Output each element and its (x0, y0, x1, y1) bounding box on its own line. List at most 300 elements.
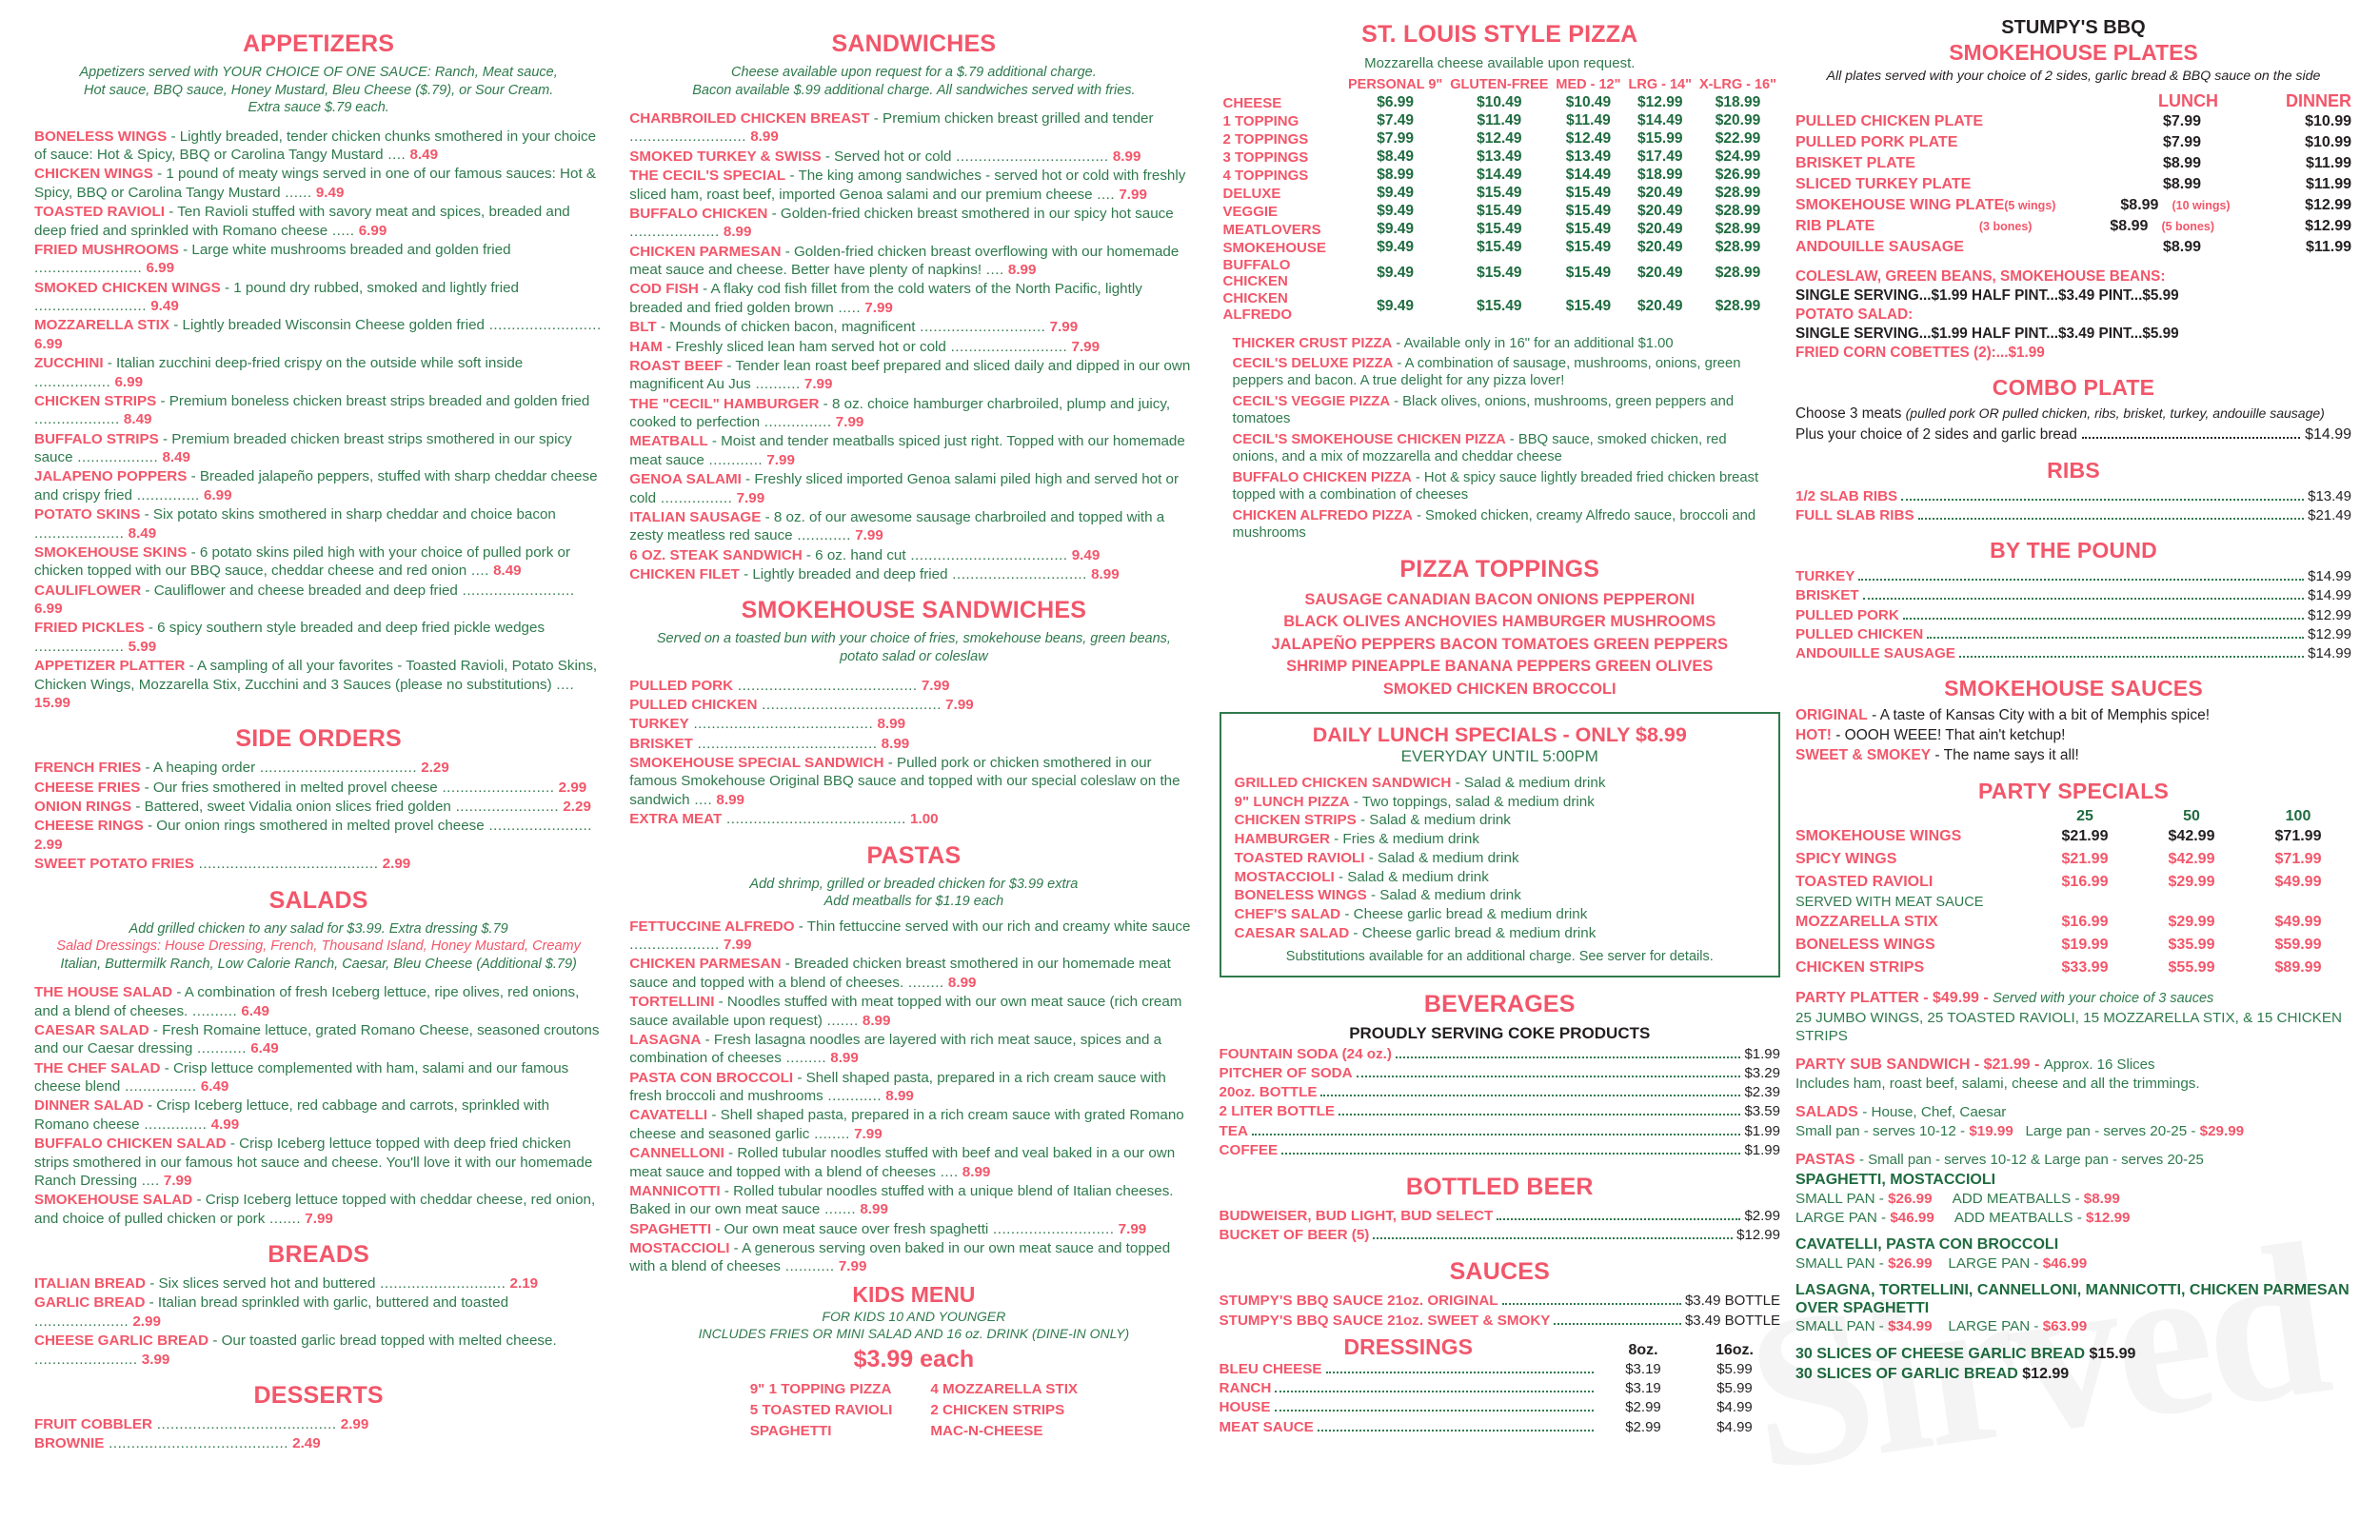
leader-dots: ........................... (988, 1220, 1115, 1237)
lunch-special-item (1235, 793, 1765, 812)
pizza-row (1220, 203, 1780, 221)
pizza-price-cell: $28.99 (1715, 239, 1761, 255)
menu-item (629, 677, 1198, 695)
sandwiches-note-1: Cheese available upon request for a $.79 additional charge. (731, 65, 1097, 80)
dressing-name: MEAT SAUCE (1219, 1418, 1314, 1435)
party-bread-2-label: 30 SLICES OF GARLIC BREAD (1795, 1366, 2018, 1383)
leader-dots: ............ (792, 527, 851, 544)
menu-item-description: - 6 oz. hand cut (802, 546, 906, 563)
pastas-note-2: Add meatballs for $1.19 each (823, 894, 1004, 910)
menu-item-description: - Italian zucchini deep-fried crispy on the outside while soft inside (103, 355, 524, 372)
toppings-line: SAUSAGE CANADIAN BACON ONIONS PEPPERONI (1304, 590, 1696, 608)
price-line-price: $12.99 (2308, 625, 2351, 642)
plate-lunch-price: $8.99 (2162, 239, 2201, 256)
price-line-name: STUMPY'S BBQ SAUCE 21oz. SWEET & SMOKY (1219, 1312, 1551, 1329)
pizza-price-cell: $18.99 (1715, 94, 1761, 110)
menu-item-description: - A sampling of all your favorites - Toasted Ravioli, Potato Skins, Chicken Wings, Mozzarella Stix, Zucchini and 3 Sauces (please no substitutions) (34, 658, 598, 693)
side-order-list (34, 759, 603, 873)
price-line-name: STUMPY'S BBQ SAUCE 21oz. ORIGINAL (1219, 1293, 1498, 1310)
leader-dots: .................. (72, 449, 159, 466)
menu-item-description: - Large white mushrooms breaded and golden fried (178, 241, 511, 258)
pizza-row-label: 1 TOPPING (1222, 112, 1299, 129)
menu-item (34, 759, 603, 777)
by-the-pound-item (1795, 625, 2351, 644)
menu-item (34, 354, 603, 391)
dressing-price-8oz: $2.99 (1625, 1418, 1661, 1435)
menu-item-name: EXTRA MEAT (629, 811, 723, 828)
pizza-row-label: SMOKEHOUSE (1222, 239, 1326, 256)
menu-item-name: CHICKEN PARMESAN (629, 243, 782, 260)
menu-item-description: - Breaded jalapeño peppers, stuffed with sharp cheddar cheese and crispy fried (34, 468, 598, 503)
column-sandwiches-pastas (616, 17, 1211, 1523)
party-sub-block (1795, 1055, 2351, 1094)
menu-item-name: CAULIFLOWER (34, 582, 142, 599)
party-salads-small-label: Small pan - serves 10-12 - (1795, 1122, 1970, 1139)
pizza-price-cell: $14.49 (1565, 167, 1612, 183)
leader-dots: ............... (760, 414, 832, 431)
menu-item-name: BUFFALO CHICKEN SALAD (34, 1135, 227, 1153)
menu-item-price: 7.99 (941, 696, 974, 713)
party-pasta-3-large-label: LARGE PAN - (1948, 1317, 2043, 1334)
pizza-row (1220, 167, 1780, 185)
kids-menu-note-1: FOR KIDS 10 AND YOUNGER (822, 1308, 1006, 1324)
leader-dots (1318, 1430, 1594, 1431)
menu-item-price: 8.99 (1108, 148, 1141, 165)
party-special-price: $71.99 (2274, 827, 2322, 844)
leader-dots: .......... (750, 376, 801, 393)
plate-dinner-qty: (10 wings) (2172, 199, 2231, 213)
leader-dots (1863, 598, 2304, 600)
section-title-pastas: PASTAS (866, 841, 962, 869)
leader-dots (1959, 656, 2304, 658)
menu-item-name: POTATO SKINS (34, 506, 141, 523)
pastas-note-1: Add shrimp, grilled or breaded chicken for $3.99 extra (749, 876, 1079, 892)
menu-item-description: - A heaping order (141, 760, 256, 777)
pizza-price-cell: $12.99 (1637, 94, 1683, 110)
party-special-row (1795, 825, 2351, 848)
menu-item-price: 7.99 (850, 527, 883, 544)
menu-item-price: 8.99 (1086, 566, 1120, 583)
menu-item-price: 4.99 (207, 1116, 240, 1133)
menu-item-price: 6.99 (354, 222, 387, 239)
menu-item-name: THE CHEF SALAD (34, 1059, 161, 1076)
menu-item-description: - Pulled pork or chicken smothered in our famous Smokehouse Original BBQ sauce and topped with our special coleslaw on the sandwich (629, 755, 1180, 808)
leader-dots (1497, 1218, 1740, 1220)
salads-note-1: Add grilled chicken to any salad for $3.99. Extra dressing $.79 (129, 920, 508, 937)
lunch-specials-title: DAILY LUNCH SPECIALS - ONLY $8.99 (1312, 722, 1687, 746)
party-pasta-1-small-row (1795, 1190, 2351, 1209)
column-bbq-party (1788, 17, 2359, 1523)
leader-dots: ................ (120, 1078, 197, 1096)
sides-line-2: SINGLE SERVING...$1.99 HALF PINT...$3.49 PINT...$5.99 (1795, 326, 2179, 343)
pizza-price-cell: $20.49 (1637, 203, 1683, 219)
menu-item-price: 8.99 (856, 1201, 888, 1218)
menu-item-name: CHEESE FRIES (34, 779, 141, 796)
party-pasta-2-large-price: $46.99 (2042, 1255, 2088, 1273)
pizza-price-cell: $28.99 (1715, 221, 1761, 237)
menu-item-price: 7.99 (1067, 338, 1101, 355)
kids-item: 5 TOASTED RAVIOLI (749, 1402, 893, 1419)
leader-dots: ....... (822, 1012, 859, 1029)
menu-item (629, 1239, 1198, 1276)
plate-name: PULLED CHICKEN PLATE (1795, 113, 1984, 129)
menu-item-price: 6.49 (246, 1040, 279, 1057)
sides-line-1: SINGLE SERVING...$1.99 HALF PINT...$3.49 PINT...$5.99 (1795, 286, 2179, 304)
party-special-price: $19.99 (2061, 937, 2109, 954)
pizza-note: Mozzarella cheese available upon request. (1364, 55, 1636, 71)
section-title-bottled-beer: BOTTLED BEER (1405, 1174, 1594, 1200)
menu-item-name: PULLED PORK (629, 677, 734, 694)
menu-item-price: 9.49 (311, 184, 345, 201)
pizza-col-2: MED - 12" (1556, 76, 1621, 92)
lunch-special-item (1235, 849, 1765, 868)
leader-dots: ....... (820, 1201, 857, 1218)
by-the-pound-item (1795, 567, 2351, 586)
plates-col-lunch: LUNCH (2158, 91, 2218, 110)
party-pasta-1-mb2-price: $12.99 (2086, 1210, 2131, 1227)
leader-dots: .......................... (945, 338, 1068, 355)
dressing-price-8oz: $3.19 (1625, 1380, 1661, 1397)
party-special-price: $21.99 (2061, 827, 2109, 844)
plate-name: RIB PLATE (1795, 218, 1875, 235)
leader-dots (1252, 1134, 1741, 1135)
pizza-specialty-name: CECIL'S SMOKEHOUSE CHICKEN PIZZA (1232, 431, 1506, 447)
menu-item-name: MANNICOTTI (629, 1182, 721, 1199)
section-title-smokehouse-plates: SMOKEHOUSE PLATES (1949, 40, 2198, 65)
leader-dots: ................................... (255, 760, 418, 777)
menu-item-price: 8.99 (712, 791, 744, 808)
leader-dots: ................... (34, 411, 120, 428)
menu-item-price: 8.99 (858, 1012, 891, 1029)
appetizer-item-list (34, 128, 603, 713)
pizza-price-cell: $28.99 (1715, 203, 1761, 219)
pizza-row (1220, 185, 1780, 203)
smokehouse-plate-row (1795, 237, 2351, 258)
combo-plate-choose: Choose 3 meats (1795, 405, 1902, 423)
leader-dots: ........................................ (733, 677, 918, 694)
price-line-name: 20oz. BOTTLE (1219, 1084, 1318, 1101)
menu-item (34, 203, 603, 240)
lunch-special-name: CHEF'S SALAD (1234, 906, 1341, 923)
beer-item (1220, 1226, 1780, 1245)
party-pasta-1-mb1-label: ADD MEATBALLS - (1952, 1191, 2084, 1208)
price-line-name: ANDOUILLE SAUSAGE (1795, 645, 1955, 662)
menu-item-description: - Rolled tubular noodles stuffed with beef and veal baked in a our own meat sauce and topped with a blend of cheeses (629, 1145, 1176, 1180)
party-bread-2-price: $12.99 (2022, 1366, 2070, 1383)
party-pasta-1-large-price: $46.99 (1890, 1210, 1934, 1227)
leader-dots (1554, 1323, 1681, 1325)
pizza-price-cell: $15.49 (1477, 239, 1522, 255)
lunch-specials-subtitle: EVERYDAY UNTIL 5:00PM (1400, 746, 1598, 765)
smokehouse-sauce-desc: - A taste of Kansas City with a bit of Memphis spice! (1867, 707, 2211, 724)
pizza-price-cell: $9.49 (1377, 203, 1415, 219)
plate-lunch-price: $7.99 (2162, 113, 2201, 129)
menu-item (629, 754, 1198, 809)
leader-dots: .......... (188, 1002, 238, 1019)
menu-item (629, 918, 1198, 955)
lunch-special-name: BONELESS WINGS (1234, 887, 1367, 904)
menu-item-price: 2.99 (378, 856, 411, 873)
party-pasta-3-large-price: $63.99 (2042, 1317, 2088, 1334)
party-special-row (1795, 934, 2351, 957)
smokehouse-plate-row (1795, 153, 2351, 174)
menu-item-name: MEATBALL (629, 433, 708, 450)
party-pasta-2-row (1795, 1254, 2351, 1273)
menu-item (629, 109, 1198, 147)
section-title-sandwiches: SANDWICHES (831, 30, 997, 57)
party-pasta-2-small-price: $26.99 (1888, 1255, 1933, 1273)
leader-dots (1275, 1410, 1594, 1412)
menu-item-name: HAM (629, 338, 663, 355)
party-special-name: SPICY WINGS (1795, 850, 1897, 867)
by-the-pound-item (1795, 606, 2351, 625)
menu-item-name: SWEET POTATO FRIES (34, 856, 194, 873)
combo-plate-line-1 (1795, 405, 2351, 424)
leader-dots (1396, 1056, 1741, 1058)
party-bread-2-row (1795, 1364, 2351, 1384)
bottled-beer-list (1220, 1207, 1780, 1245)
menu-item-price: 5.99 (124, 638, 157, 655)
menu-item (629, 715, 1198, 733)
menu-item (629, 205, 1198, 242)
pizza-col-type (1220, 75, 1344, 94)
pizza-price-cell: $11.49 (1566, 112, 1611, 128)
price-line-price: $3.49 BOTTLE (1684, 1293, 1780, 1310)
lunch-special-name: CHICKEN STRIPS (1234, 812, 1357, 829)
menu-item-name: CANNELLONI (629, 1145, 724, 1162)
pizza-price-cell: $28.99 (1715, 265, 1761, 281)
party-col-100: 100 (2285, 807, 2311, 824)
fried-corn-cobettes: FRIED CORN COBETTES (2):...$1.99 (1795, 345, 2045, 362)
leader-dots (1918, 518, 2305, 520)
menu-item-name: CHICKEN WINGS (34, 166, 153, 183)
section-title-beverages: BEVERAGES (1423, 990, 1576, 1017)
menu-item-price: 7.99 (831, 414, 864, 431)
menu-item (34, 392, 603, 429)
menu-item-name: TURKEY (629, 716, 689, 733)
lunch-special-desc: - Salad & medium drink (1356, 812, 1511, 829)
dressing-price-16oz: $5.99 (1716, 1360, 1753, 1377)
leader-dots: ............ (823, 1088, 883, 1105)
lunch-special-item (1235, 924, 1765, 943)
plates-header-row (1795, 91, 2351, 111)
party-special-price: $49.99 (2274, 914, 2322, 931)
pizza-row (1220, 148, 1780, 167)
party-pasta-3-small-label: SMALL PAN - (1795, 1317, 1889, 1334)
pizza-toppings-list (1220, 589, 1780, 701)
party-salads-name: SALADS (1795, 1103, 1858, 1120)
menu-item-price: 2.99 (554, 779, 587, 796)
pizza-price-cell: $20.49 (1637, 185, 1683, 201)
price-line-name: BRISKET (1795, 587, 1859, 604)
pizza-price-cell: $20.99 (1715, 112, 1761, 128)
menu-item (629, 338, 1198, 356)
party-pasta-3-row (1795, 1317, 2351, 1336)
menu-item-description: - Thin fettuccine served with our rich and creamy white sauce (794, 918, 1191, 935)
menu-item (34, 657, 603, 712)
menu-item (34, 1096, 603, 1134)
party-pasta-1-name: SPAGHETTI, MOSTACCIOLI (1795, 1172, 1996, 1189)
menu-item-name: ONION RINGS (34, 799, 132, 816)
menu-item (629, 955, 1198, 992)
pizza-row-label: BUFFALO CHICKEN (1222, 257, 1291, 289)
party-bread-1-label: 30 SLICES OF CHEESE GARLIC BREAD (1795, 1345, 2086, 1362)
lunch-special-desc: - Salad & medium drink (1366, 887, 1521, 904)
pizza-row-label: MEATLOVERS (1222, 221, 1321, 238)
price-line-name: COFFEE (1219, 1141, 1279, 1158)
pizza-price-cell: $8.49 (1377, 148, 1415, 165)
menu-item-price: 7.99 (917, 677, 950, 694)
pizza-price-cell: $15.49 (1565, 221, 1612, 237)
plate-lunch-qty: (3 bones) (1978, 220, 2033, 234)
smokehouse-sandwich-list (629, 677, 1198, 829)
party-special-row (1795, 957, 2351, 979)
menu-item-price: 3.99 (137, 1351, 170, 1368)
menu-item-name: 6 OZ. STEAK SANDWICH (629, 546, 803, 563)
menu-item (34, 1434, 603, 1452)
price-line-name: FOUNTAIN SODA (24 oz.) (1219, 1045, 1392, 1062)
lunch-special-name: 9" LUNCH PIZZA (1234, 793, 1350, 810)
plate-lunch-price: $7.99 (2162, 134, 2201, 151)
lunch-special-name: HAMBURGER (1234, 831, 1330, 848)
pizza-row-label: CHEESE (1222, 94, 1282, 111)
menu-item-price: 8.99 (958, 1163, 991, 1180)
ribs-item (1795, 487, 2351, 506)
appetizers-note-1: Appetizers served with YOUR CHOICE OF ONE SAUCE: Ranch, Meat sauce, (79, 65, 558, 80)
menu-item-name: LASAGNA (629, 1031, 702, 1048)
menu-item (34, 467, 603, 504)
menu-item-description: - Breaded chicken breast smothered in our homemade meat sauce and topped with a blend of cheeses. (629, 956, 1171, 991)
party-salads-desc: - House, Chef, Caesar (1862, 1103, 2007, 1120)
menu-item-name: SMOKED CHICKEN WINGS (34, 279, 221, 296)
dressing-name: BLEU CHEESE (1219, 1360, 1322, 1377)
pizza-price-cell: $12.49 (1477, 130, 1522, 147)
pizza-row (1220, 257, 1780, 290)
kids-menu-note-2: INCLUDES FRIES OR MINI SALAD AND 16 oz. DRINK (DINE-IN ONLY) (698, 1325, 1130, 1341)
party-special-price: $29.99 (2168, 914, 2215, 931)
menu-item-description: - Shell shaped pasta, prepared in a rich cream sauce with fresh broccoli and mushrooms (629, 1069, 1166, 1105)
beer-item (1220, 1207, 1780, 1226)
price-line-name: PITCHER OF SODA (1219, 1064, 1353, 1081)
toppings-line: SHRIMP PINEAPPLE BANANA PEPPERS GREEN OLIVES (1286, 658, 1714, 676)
menu-item-name: BLT (629, 319, 657, 336)
menu-item-description: - Moist and tender meatballs spiced just right. Topped with our homemade meat sauce (629, 433, 1185, 468)
pizza-table-body (1220, 94, 1780, 324)
leader-dots: ................................... (905, 546, 1068, 563)
toppings-line: BLACK OLIVES ANCHOVIES HAMBURGER MUSHROOMS (1283, 613, 1716, 631)
menu-item-price: 2.99 (129, 1313, 161, 1330)
party-special-row (1795, 848, 2351, 871)
plate-name: PULLED PORK PLATE (1795, 134, 1958, 151)
pizza-price-cell: $12.49 (1565, 130, 1612, 147)
dressing-price-16oz: $4.99 (1716, 1418, 1753, 1435)
beverage-item (1220, 1122, 1780, 1141)
pizza-price-cell: $9.49 (1377, 221, 1415, 237)
lunch-special-desc: - Cheese garlic bread & medium drink (1349, 924, 1597, 941)
menu-item-price: 8.99 (745, 128, 779, 146)
leader-dots: .... (689, 791, 713, 808)
menu-item-description: - Crisp lettuce complemented with ham, salami and our famous cheese blend (34, 1059, 569, 1096)
plate-lunch-price: $8.99 (2120, 197, 2159, 214)
kids-item: 9" 1 TOPPING PIZZA (749, 1381, 892, 1398)
pizza-specialty-name: CECIL'S VEGGIE PIZZA (1232, 393, 1391, 409)
kids-item: MAC-N-CHEESE (930, 1423, 1043, 1440)
leader-dots: ........................................ (104, 1435, 288, 1452)
lunch-special-item (1235, 830, 1765, 849)
party-salads-block (1795, 1102, 2351, 1141)
leader-dots: ........................................ (757, 696, 942, 713)
price-line-price: $13.49 (2308, 487, 2351, 504)
lunch-special-name: MOSTACCIOLI (1234, 868, 1335, 885)
smokehouse-sauces-list (1795, 705, 2351, 765)
party-special-price: $49.99 (2274, 873, 2322, 890)
leader-dots: ........... (192, 1040, 247, 1057)
pizza-row-label: CHICKEN ALFREDO (1222, 290, 1293, 323)
menu-item (34, 1415, 603, 1433)
pizza-price-cell: $18.99 (1637, 167, 1683, 183)
price-line-name: FULL SLAB RIBS (1795, 506, 1914, 523)
menu-item (629, 508, 1198, 545)
menu-item (629, 243, 1198, 280)
menu-item-description: - Crisp Iceberg lettuce, red cabbage and carrots, sprinkled with Romano cheese (34, 1097, 550, 1133)
menu-item (34, 430, 603, 467)
by-the-pound-list (1795, 567, 2351, 663)
menu-item-price: 2.19 (506, 1275, 539, 1293)
menu-item-price: 6.49 (237, 1002, 269, 1019)
price-line-price: $14.99 (2308, 568, 2351, 585)
menu-item-name: SPAGHETTI (629, 1220, 712, 1237)
menu-item-price: 7.99 (1114, 1220, 1147, 1237)
pizza-row-label: VEGGIE (1222, 203, 1279, 220)
menu-item-description: - Premium boneless chicken breast strips breaded and golden fried (156, 392, 590, 409)
smokehouse-sauce-item (1795, 725, 2351, 745)
party-specials-list (1795, 825, 2351, 980)
menu-item-price: 8.49 (488, 563, 522, 580)
pizza-price-cell: $9.49 (1377, 265, 1415, 281)
menu-item (34, 316, 603, 353)
menu-item-name: FRUIT COBBLER (34, 1415, 153, 1432)
menu-item (34, 1293, 603, 1331)
party-platter-name: PARTY PLATTER - $49.99 - (1795, 990, 1989, 1007)
pizza-price-cell: $20.49 (1637, 239, 1683, 255)
leader-dots: .................................. (951, 148, 1109, 165)
pizza-row (1220, 221, 1780, 239)
leader-dots: .... (383, 147, 407, 164)
plate-lunch-price: $8.99 (2162, 155, 2201, 172)
party-salads-large-price: $29.99 (2199, 1122, 2245, 1139)
smokehouse-sauce-name: SWEET & SMOKEY (1795, 747, 1932, 764)
price-line-name: BUDWEISER, BUD LIGHT, BUD SELECT (1219, 1208, 1494, 1224)
section-title-party-specials: PARTY SPECIALS (1977, 778, 2170, 803)
pizza-row (1220, 94, 1780, 112)
dressings-list (1220, 1360, 1780, 1437)
menu-item (629, 432, 1198, 469)
leader-dots: ......... (781, 1050, 827, 1067)
plate-lunch-price: $8.99 (2162, 176, 2201, 193)
menu-item-price: 6.99 (199, 486, 232, 503)
menu-item (34, 1059, 603, 1096)
pizza-price-cell: $14.49 (1477, 167, 1522, 183)
menu-item-description: - Our onion rings smothered in melted provel cheese (143, 818, 485, 835)
menu-item (34, 165, 603, 202)
party-pasta-1-small-label: SMALL PAN - (1795, 1191, 1889, 1208)
pizza-specialty-desc: - Smoked chicken, creamy Alfredo sauce, broccoli and mushrooms (1232, 507, 1756, 542)
price-line-price: $14.99 (2308, 645, 2351, 662)
leader-dots: .... (935, 1163, 959, 1180)
menu-item-name: SMOKEHOUSE SALAD (34, 1192, 193, 1209)
menu-item (34, 1332, 603, 1369)
party-pastas-desc: - Small pan - serves 10-12 & Large pan - serves 20-25 (1858, 1152, 2204, 1169)
